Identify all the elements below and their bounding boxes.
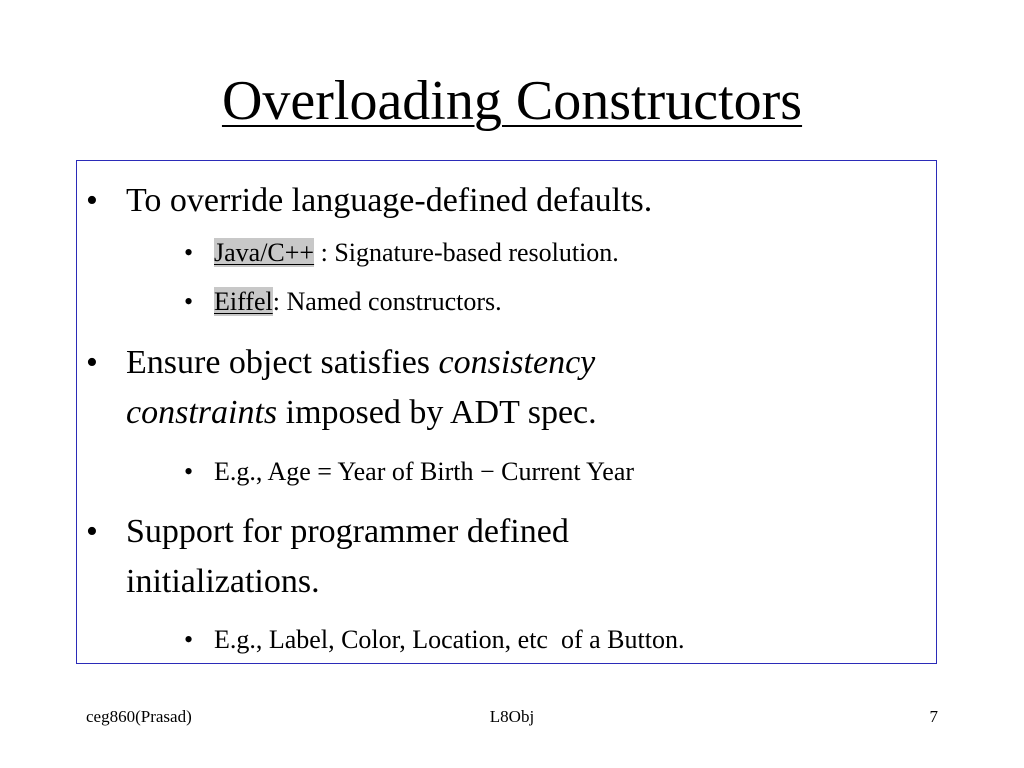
- bullet-text-tail: imposed by ADT spec.: [277, 394, 597, 431]
- java-cpp-term: Java/C++: [214, 238, 315, 267]
- sub-bullet-java-cpp: [184, 237, 619, 269]
- footer-author: ceg860(Prasad): [86, 707, 192, 726]
- sub-bullet-text: E.g., Label, Color, Location, etc of a Button.: [214, 625, 685, 654]
- bullet-dot: •: [86, 182, 98, 219]
- bullet-dot: •: [86, 513, 98, 550]
- bullet-text-plain: Ensure object satisfies: [126, 344, 439, 381]
- sub-bullet-eiffel: [184, 286, 502, 318]
- slide-title: Overloading Constructors: [221, 70, 803, 132]
- bullet-programmer-initializations: [86, 507, 726, 607]
- bullet-text: [126, 338, 726, 438]
- sub-bullet-text: : Named constructors.: [272, 287, 502, 316]
- sub-bullet-button-example: [184, 624, 684, 656]
- bullet-text-line1: Support for programmer defined: [126, 513, 569, 550]
- eiffel-term: Eiffel: [214, 287, 273, 316]
- bullet-dot: •: [184, 625, 194, 654]
- sub-bullet-text: E.g., Age = Year of Birth − Current Year: [214, 457, 635, 486]
- bullet-text-italic-consistency: consistency: [438, 344, 596, 381]
- footer-lecture-id: L8Obj: [489, 707, 535, 726]
- bullet-text: To override language-defined defaults.: [126, 182, 653, 219]
- bullet-dot: •: [184, 287, 194, 316]
- footer-page-number: 7: [929, 707, 938, 726]
- bullet-dot: •: [184, 457, 194, 486]
- bullet-dot: •: [184, 238, 194, 267]
- bullet-text-italic-constraints: constraints: [126, 394, 278, 431]
- bullet-text: [126, 507, 726, 607]
- bullet-consistency-constraints: [86, 338, 726, 438]
- sub-bullet-text: : Signature-based resolution.: [314, 238, 619, 267]
- bullet-override-defaults: [86, 176, 726, 226]
- bullet-dot: •: [86, 344, 98, 381]
- sub-bullet-age-example: [184, 456, 634, 488]
- bullet-text-line2: initializations.: [126, 563, 320, 600]
